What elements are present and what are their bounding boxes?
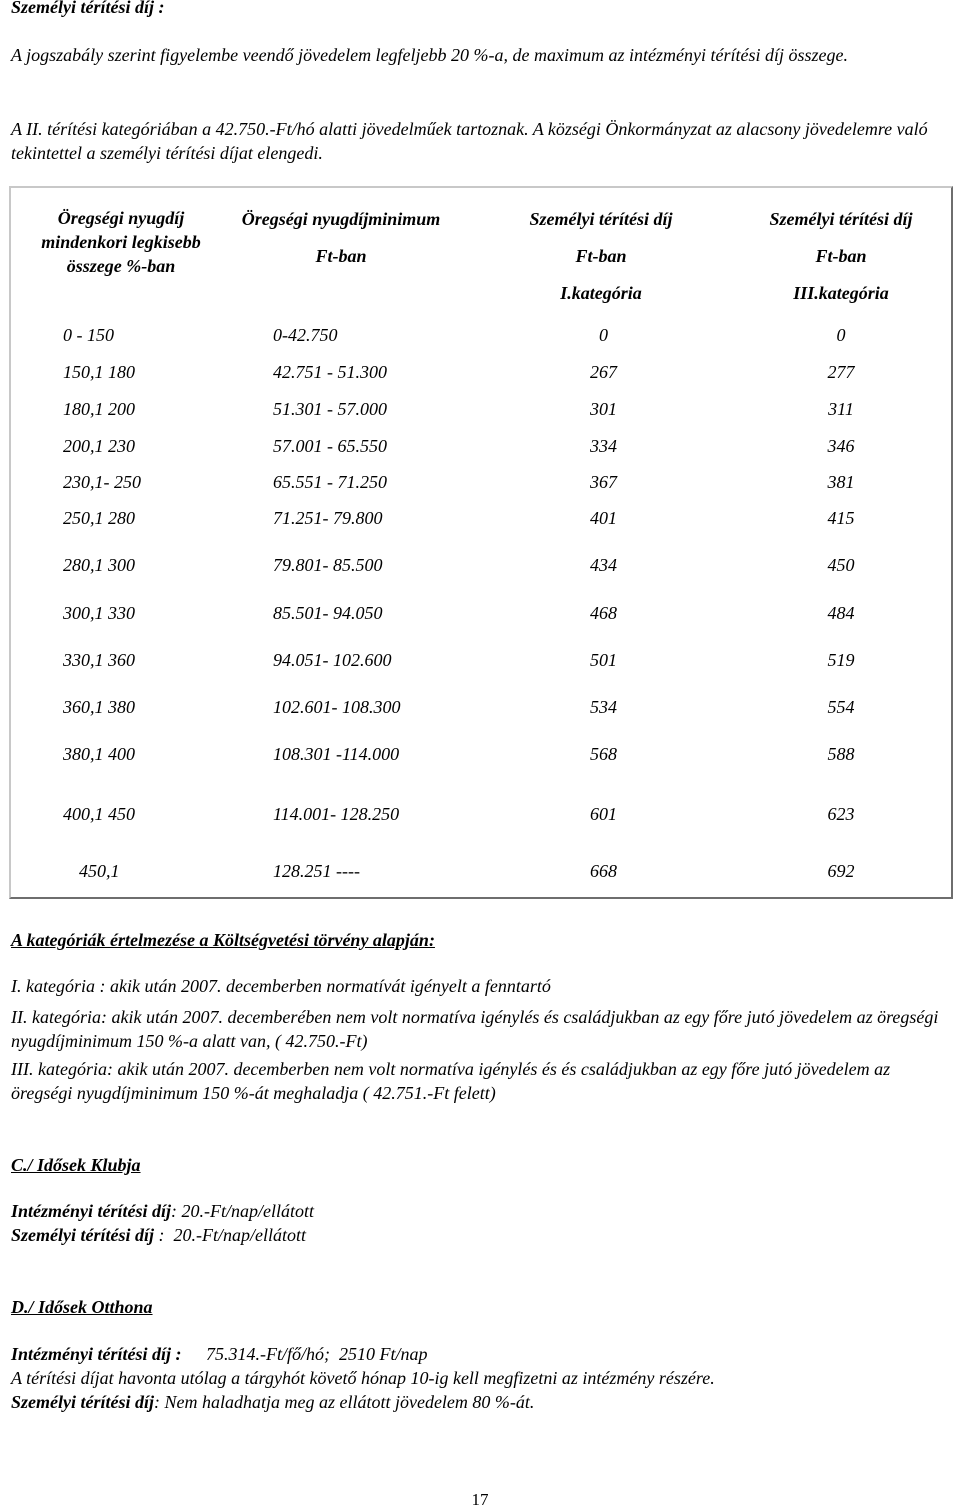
table-cell: 346: [827, 436, 855, 456]
table-cell: 42.751 - 51.300: [273, 362, 387, 382]
table-cell: 434: [590, 555, 617, 575]
label: Személyi térítési díj: [11, 1392, 154, 1412]
header-line: Öregségi nyugdíj: [57, 208, 185, 228]
header-line: I.kategória: [560, 283, 642, 303]
table-cell: 400,1 450: [63, 804, 135, 824]
club-title: C./ Idősek Klubja: [11, 1155, 141, 1175]
table-cell: 0: [599, 325, 608, 345]
table-cell: 0-42.750: [273, 325, 338, 345]
table-cell: 85.501- 94.050: [273, 603, 383, 623]
category-text: II. kategória: akik után 2007. decemberében nem volt normatíva igénylés és családjukban az egy főre jutó jövedelem az öregségi nyugdíjminimum 150 %-a alatt van, ( 42.750.-Ft): [11, 1007, 939, 1051]
categories-title: A kategóriák értelmezése a Költségvetési törvény alapján:: [11, 930, 435, 950]
table-cell: 623: [827, 804, 855, 824]
table-cell: 468: [590, 603, 617, 623]
header-fee-cat1: [506, 206, 696, 306]
table-cell: 0: [836, 325, 846, 345]
table-cell: 230,1- 250: [63, 472, 141, 492]
table-cell: 128.251 ----: [273, 861, 360, 881]
fee-table: [9, 186, 953, 899]
table-cell: 450: [827, 555, 855, 575]
table-cell: 114.001- 128.250: [273, 804, 400, 824]
value: : 20.-Ft/nap/ellátott: [171, 1201, 314, 1221]
header-line: III.kategória: [793, 283, 889, 303]
label: Intézményi térítési díj :: [11, 1344, 182, 1364]
table-cell: 568: [590, 744, 617, 764]
intro-paragraph-2: [11, 117, 946, 165]
table-cell: 108.301 -114.000: [273, 744, 400, 764]
value: 75.314.-Ft/fő/hó; 2510 Ft/nap: [206, 1344, 428, 1364]
table-cell: 250,1 280: [63, 508, 135, 528]
label: Intézményi térítési díj: [11, 1201, 171, 1221]
table-cell: 450,1: [79, 861, 120, 881]
header-line: Személyi térítési díj: [769, 209, 913, 229]
table-cell: 519: [827, 650, 855, 670]
table-cell: 71.251- 79.800: [273, 508, 383, 528]
home-institutional-fee: [11, 1342, 427, 1366]
table-cell: 601: [590, 804, 617, 824]
table-cell: 200,1 230: [63, 436, 135, 456]
table-cell: 102.601- 108.300: [273, 697, 401, 717]
header-line: összege %-ban: [66, 256, 176, 276]
category-text: I. kategória : akik után 2007. decemberben normatívát igényelt a fenntartó: [11, 976, 551, 996]
table-cell: 501: [590, 650, 617, 670]
header-line: mindenkori legkisebb: [41, 232, 201, 252]
home-payment-note: A térítési díjat havonta utólag a tárgyhót követő hónap 10-ig kell megfizetni az intézmény részére.: [11, 1368, 715, 1388]
table-cell: 692: [827, 861, 855, 881]
header-fee-cat3: [746, 206, 936, 306]
intro-text-1: A jogszabály szerint figyelembe veendő jövedelem legfeljebb 20 %-a, de maximum az intézményi térítési díj összege.: [11, 45, 848, 65]
table-cell: 380,1 400: [63, 744, 135, 764]
category-text: III. kategória: akik után 2007. decemberben nem volt normatíva igénylés és és családjukban az egy főre jutó jövedelem az öregségi nyugdíjminimum 150 %-át meghaladja ( 42.751.-Ft felett): [11, 1059, 891, 1103]
table-cell: 484: [827, 603, 855, 623]
header-line: Öregségi nyugdíjminimum: [241, 209, 441, 229]
intro-paragraph-1: [11, 43, 946, 67]
club-institutional-fee: [11, 1199, 314, 1223]
table-cell: 79.801- 85.500: [273, 555, 383, 575]
category-1: [11, 974, 946, 998]
table-cell: 668: [590, 861, 617, 881]
club-personal-fee: [11, 1223, 306, 1247]
table-cell: 0 - 150: [63, 325, 114, 345]
value: : Nem haladhatja meg az ellátott jövedelem 80 %-át.: [153, 1392, 535, 1412]
table-cell: 277: [827, 362, 855, 382]
table-cell: 94.051- 102.600: [273, 650, 392, 670]
table-cell: 65.551 - 71.250: [273, 472, 387, 492]
table-cell: 150,1 180: [63, 362, 135, 382]
intro-text-2: A II. térítési kategóriában a 42.750.-Ft/hó alatti jövedelműek tartoznak. A községi Önkormányzat az alacsony jövedelemre való tekintettel a személyi térítési díjat elengedi.: [11, 119, 928, 163]
category-3: [11, 1057, 946, 1105]
table-cell: 588: [827, 744, 855, 764]
header-line: Ft-ban: [815, 246, 867, 266]
table-cell: 554: [827, 697, 855, 717]
table-cell: 330,1 360: [63, 650, 135, 670]
table-cell: 180,1 200: [63, 399, 135, 419]
table-cell: 360,1 380: [63, 697, 135, 717]
value: : 20.-Ft/nap/ellátott: [153, 1225, 306, 1245]
home-title: D./ Idősek Otthona: [11, 1297, 153, 1317]
table-cell: 334: [590, 436, 617, 456]
header-line: Személyi térítési díj: [529, 209, 673, 229]
table-cell: 51.301 - 57.000: [273, 399, 387, 419]
table-cell: 367: [590, 472, 617, 492]
category-2: [11, 1005, 946, 1053]
page-number: 17: [471, 1490, 489, 1509]
table-cell: 311: [828, 399, 854, 419]
header-line: Ft-ban: [575, 246, 627, 266]
table-cell: 415: [827, 508, 855, 528]
table-cell: 301: [590, 399, 617, 419]
table-cell: 267: [590, 362, 617, 382]
label: Személyi térítési díj: [11, 1225, 154, 1245]
table-cell: 534: [590, 697, 617, 717]
table-cell: 300,1 330: [63, 603, 135, 623]
table-cell: 401: [590, 508, 617, 528]
header-pension-minimum: [216, 206, 466, 280]
table-cell: 381: [827, 472, 855, 492]
section-title: Személyi térítési díj :: [11, 0, 165, 17]
table-cell: 280,1 300: [63, 555, 135, 575]
header-line: Ft-ban: [315, 246, 367, 266]
home-personal-fee: [11, 1390, 534, 1414]
table-cell: 57.001 - 65.550: [273, 436, 387, 456]
header-pension-percent: [21, 206, 221, 278]
